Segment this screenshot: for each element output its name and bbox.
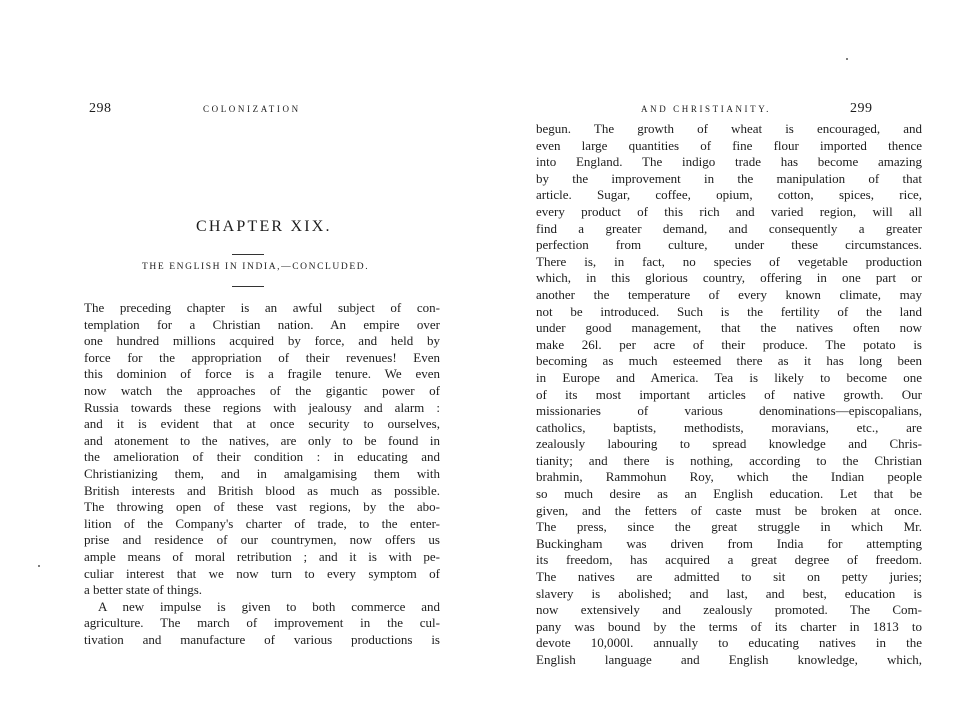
text-line: There is, in fact, no species of vegetable production (536, 253, 922, 269)
text-line: catholics, baptists, methodists, moravians, etc., are (536, 419, 922, 435)
running-head-right: AND CHRISTIANITY. (641, 104, 772, 114)
text-line: culiar interest that we now turn to every symptom of (84, 565, 440, 581)
text-line: tivation and manufacture of various productions is (84, 631, 440, 647)
text-line: The natives are admitted to sit on petty juries; (536, 569, 922, 585)
left-body-text (84, 300, 440, 648)
text-line: brahmin, Rammohun Roy, which the Indian people (536, 469, 922, 485)
text-line: and it is evident that at once security to ourselves, (84, 416, 440, 432)
text-line: of its most important articles of native growth. Our (536, 386, 922, 402)
text-line: English language and English knowledge, which, (536, 652, 922, 667)
text-line: tianity; and there is nothing, according to the Christian (536, 452, 922, 468)
text-line: one hundred millions acquired by force, and held by (84, 333, 440, 349)
paper-speck (846, 58, 848, 60)
text-line: zealously labouring to spread knowledge and Chris- (536, 436, 922, 452)
text-line: a better state of things. (84, 582, 203, 598)
text-line: which, in this glorious country, offering in one part or (536, 270, 922, 286)
text-line: the amelioration of their condition : in educating and (84, 449, 440, 465)
text-line: now extensively and zealously promoted. The Com- (536, 602, 922, 618)
text-line: pany was bound by the terms of its charter in 1813 to (536, 618, 922, 634)
text-line: agriculture. The march of improvement in the cul- (84, 615, 440, 631)
page-number-left: 298 (89, 101, 112, 116)
right-page (490, 0, 980, 704)
right-body-text (536, 121, 922, 669)
text-line: so much desire as an English education. Let that be (536, 486, 922, 502)
text-line: The preceding chapter is an awful subject of con- (84, 300, 440, 315)
text-line: prise and residence of our countrymen, now offers us (84, 532, 440, 548)
text-line: this dominion of force is a fragile tenure. We even (84, 366, 440, 382)
text-line: now watch the approaches of the gigantic power of (84, 382, 440, 398)
text-line: make 26l. per acre of their produce. The potato is (536, 336, 922, 352)
chapter-rule-top (232, 254, 264, 255)
text-line: missionaries of various denominations—episcopalians, (536, 403, 922, 419)
text-line: Russia towards these regions with jealousy and alarm : (84, 399, 440, 415)
text-line: British interests and British blood as much as possible. (84, 482, 440, 498)
text-line: even large quantities of fine flour imported thence (536, 137, 922, 153)
text-line: article. Sugar, coffee, opium, cotton, spices, rice, (536, 187, 922, 203)
paper-speck (38, 565, 40, 567)
chapter-title: CHAPTER XIX. (196, 218, 332, 235)
text-line: its freedom, has acquired a great degree of freedom. (536, 552, 922, 568)
chapter-subtitle: THE ENGLISH IN INDIA,—CONCLUDED. (142, 262, 370, 272)
text-line: devote 10,000l. annually to educating natives in the (536, 635, 922, 651)
text-line: lition of the Company's charter of trade, to the enter- (84, 515, 440, 531)
text-line: another the temperature of every known climate, may (536, 286, 922, 302)
text-line: ample means of moral retribution ; and it is with pe- (84, 548, 440, 564)
running-head-left: COLONIZATION (203, 104, 301, 114)
text-line: and atonement to the natives, are only to be found in (84, 432, 440, 448)
text-line: A new impulse is given to both commerce and (98, 598, 440, 614)
text-line: into England. The indigo trade has become amazing (536, 154, 922, 170)
chapter-rule-bottom (232, 286, 264, 287)
page-number-right: 299 (850, 101, 873, 116)
text-line: given, and the fetters of caste must be broken at once. (536, 502, 922, 518)
text-line: becoming as much esteemed there as it has long been (536, 353, 922, 369)
text-line: under good management, that the natives often now (536, 320, 922, 336)
text-line: The throwing open of these vast regions, by the abo- (84, 499, 440, 515)
text-line: Christianizing them, and in amalgamising them with (84, 465, 440, 481)
text-line: in Europe and America. Tea is likely to become one (536, 369, 922, 385)
text-line: by the improvement in the manipulation of that (536, 170, 922, 186)
text-line: find a greater demand, and consequently a greater (536, 220, 922, 236)
text-line: begun. The growth of wheat is encouraged, and (536, 121, 922, 136)
text-line: every product of this rich and varied region, will all (536, 203, 922, 219)
text-line: perfection from culture, under these circumstances. (536, 237, 922, 253)
text-line: Buckingham was driven from India for attempting (536, 535, 922, 551)
text-line: not be introduced. Such is the fertility of the land (536, 303, 922, 319)
text-line: The press, since the great struggle in which Mr. (536, 519, 922, 535)
text-line: force for the appropriation of their revenues! Even (84, 349, 440, 365)
text-line: templation for a Christian nation. An empire over (84, 316, 440, 332)
text-line: slavery is abolished; and last, and best, education is (536, 585, 922, 601)
